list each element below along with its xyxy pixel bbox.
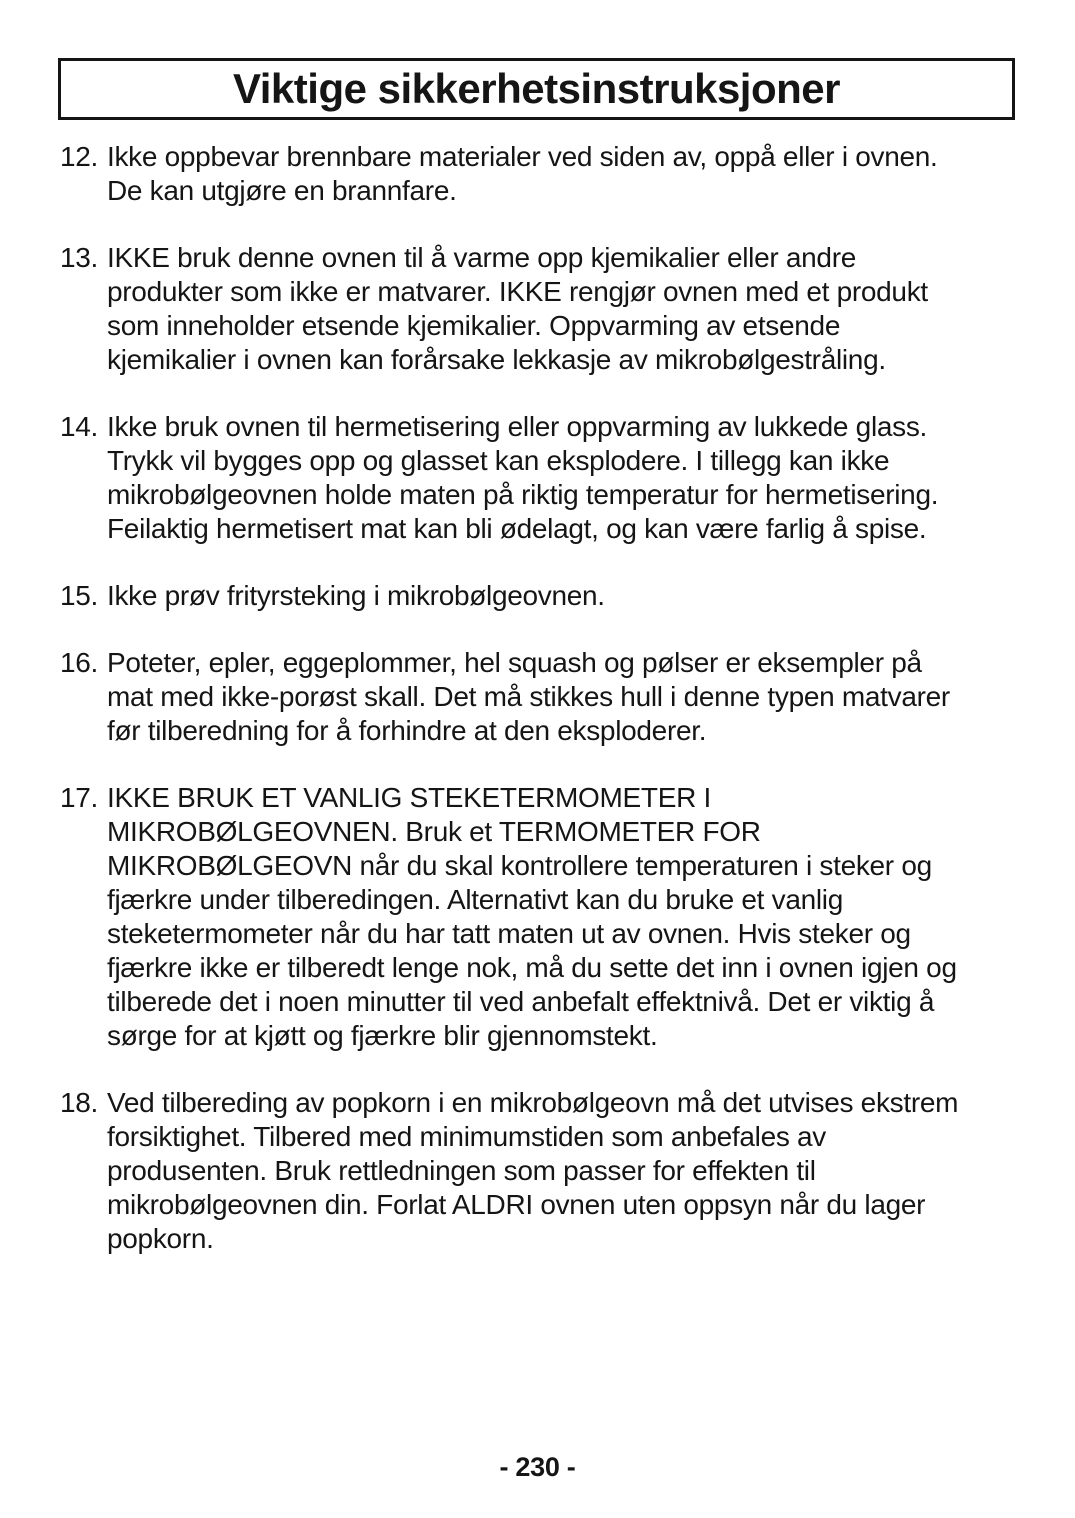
instruction-line: steketermometer når du har tatt maten ut av ovnen. Hvis steker og [107,918,911,949]
instruction-text [107,140,1020,208]
page-number: - 230 - [499,1452,576,1482]
instruction-line: MIKROBØLGEOVNEN. Bruk et TERMOMETER FOR [107,816,761,847]
instruction-item [60,579,1020,613]
instruction-text [107,1086,1020,1256]
instruction-text [107,241,1020,377]
instruction-line: Poteter, epler, eggeplommer, hel squash og pølser er eksempler på [107,647,922,678]
instruction-line: IKKE BRUK ET VANLIG STEKETERMOMETER I [107,782,711,813]
instruction-item [60,241,1020,377]
instruction-line: fjærkre ikke er tilberedt lenge nok, må du sette det inn i ovnen igjen og [107,952,957,983]
section-title: Viktige sikkerhetsinstruksjoner [233,65,840,112]
instruction-line: kjemikalier i ovnen kan forårsake lekkasje av mikrobølgestråling. [107,344,886,375]
instruction-text [107,646,1020,748]
instruction-line: forsiktighet. Tilbered med minimumstiden som anbefales av [107,1121,827,1152]
instruction-line: sørge for at kjøtt og fjærkre blir gjennomstekt. [107,1020,658,1051]
instruction-line: Ikke bruk ovnen til hermetisering eller oppvarming av lukkede glass. [107,411,928,442]
instruction-item [60,410,1020,546]
instruction-line: som inneholder etsende kjemikalier. Oppvarming av etsende [107,310,841,341]
instruction-item [60,1086,1020,1256]
section-title-box [58,58,1015,120]
instruction-line: IKKE bruk denne ovnen til å varme opp kjemikalier eller andre [107,242,856,273]
instruction-line: Ved tilbereding av popkorn i en mikrobølgeovn må det utvises ekstrem [107,1087,959,1118]
instruction-item [60,781,1020,1053]
instruction-number: 17. [60,782,99,813]
instruction-text [107,781,1020,1053]
instruction-text [107,410,1020,546]
instruction-line: Trykk vil bygges opp og glasset kan eksplodere. I tillegg kan ikke [107,445,890,476]
instruction-line: fjærkre under tilberedingen. Alternativt kan du bruke et vanlig [107,884,843,915]
instruction-number: 14. [60,411,99,442]
instruction-line: mikrobølgeovnen holde maten på riktig temperatur for hermetisering. [107,479,939,510]
instruction-number: 16. [60,647,99,678]
instruction-line: mat med ikke-porøst skall. Det må stikkes hull i denne typen matvarer [107,681,950,712]
instruction-line: popkorn. [107,1223,214,1254]
instruction-item [60,646,1020,748]
instruction-number: 12. [60,141,99,172]
instruction-list [60,140,1020,1289]
instruction-line: De kan utgjøre en brannfare. [107,175,457,206]
instruction-line: produsenten. Bruk rettledningen som passer for effekten til [107,1155,816,1186]
instruction-line: før tilberedning for å forhindre at den eksploderer. [107,715,707,746]
instruction-line: produkter som ikke er matvarer. IKKE rengjør ovnen med et produkt [107,276,928,307]
instruction-number: 18. [60,1087,99,1118]
instruction-line: Feilaktig hermetisert mat kan bli ødelagt, og kan være farlig å spise. [107,513,927,544]
instruction-number: 13. [60,242,99,273]
instruction-line: Ikke oppbevar brennbare materialer ved siden av, oppå eller i ovnen. [107,141,938,172]
instruction-number: 15. [60,580,99,611]
instruction-text [107,579,1020,613]
instruction-line: MIKROBØLGEOVN når du skal kontrollere temperaturen i steker og [107,850,932,881]
instruction-line: tilberede det i noen minutter til ved anbefalt effektnivå. Det er viktig å [107,986,935,1017]
instruction-item [60,140,1020,208]
instruction-line: mikrobølgeovnen din. Forlat ALDRI ovnen uten oppsyn når du lager [107,1189,926,1220]
instruction-line: Ikke prøv frityrsteking i mikrobølgeovnen. [107,580,605,611]
